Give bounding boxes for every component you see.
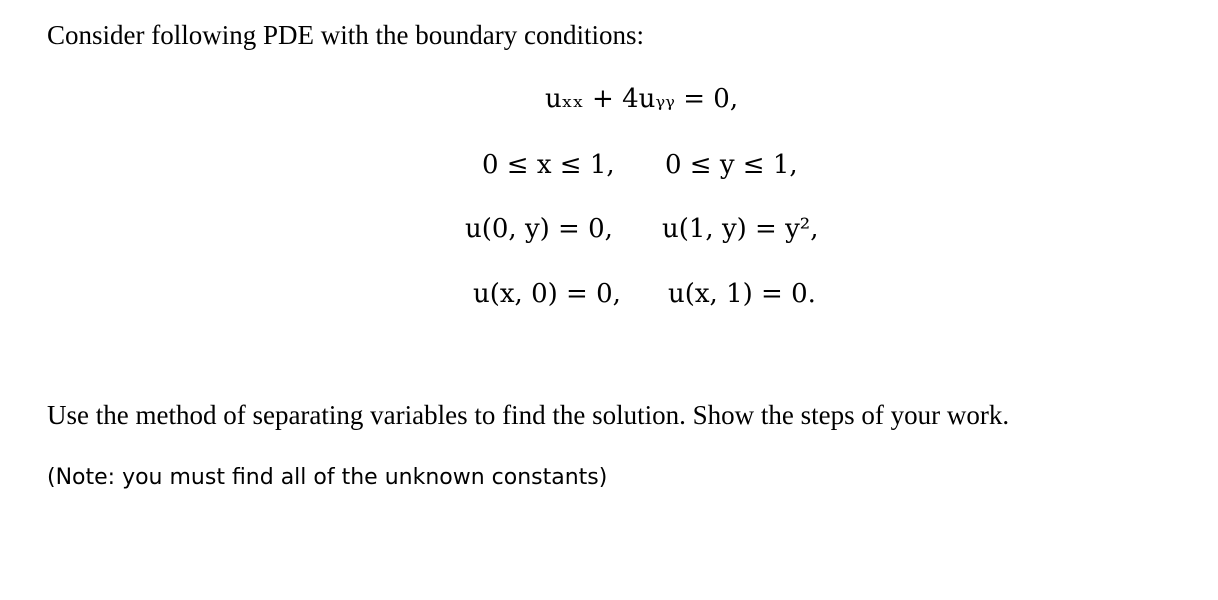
boundary-condition-right: u(1, y) = y², — [662, 214, 819, 244]
domain-y: 0 ≤ y ≤ 1, — [665, 150, 798, 180]
pde-equation: uₓₓ + 4uᵧᵧ = 0, — [545, 84, 739, 114]
boundary-condition-top: u(x, 1) = 0. — [668, 279, 816, 309]
domain-x: 0 ≤ x ≤ 1, — [482, 150, 615, 180]
boundary-condition-left: u(0, y) = 0, — [465, 214, 613, 244]
boundary-condition-bottom: u(x, 0) = 0, — [473, 279, 621, 309]
problem-intro: Consider following PDE with the boundary conditions: — [47, 20, 644, 50]
instruction-text: Use the method of separating variables to find the solution. Show the steps of your work. — [47, 400, 1010, 430]
note-text: (Note: you must find all of the unknown constants) — [47, 465, 608, 490]
